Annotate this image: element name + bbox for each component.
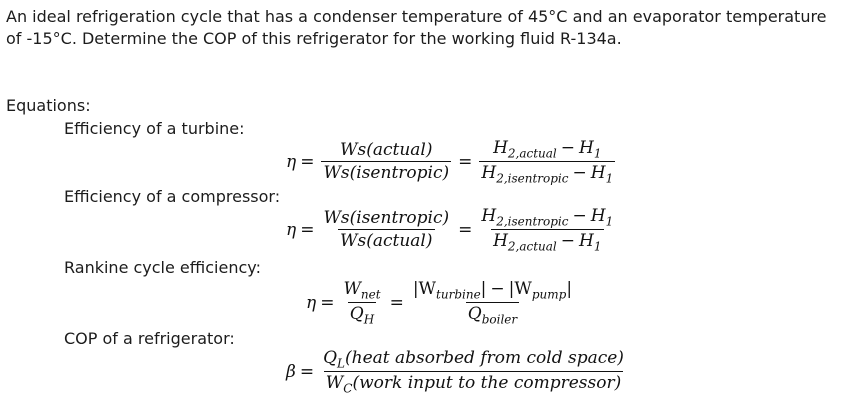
- denominator: Ws(actual): [340, 231, 433, 252]
- label-compressor: Efficiency of a compressor:: [64, 187, 281, 206]
- fraction-enthalpy-ratio: [479, 206, 615, 254]
- eta-symbol: η: [286, 151, 297, 172]
- numerator: $W_{net}$: [343, 279, 381, 302]
- equation-rankine-efficiency: [306, 279, 577, 327]
- equations-heading: Equations:: [6, 96, 91, 115]
- equation-compressor-efficiency: [286, 206, 618, 254]
- numerator: $H_{2,isentropic} - H_1$: [481, 206, 614, 229]
- denominator: $H_{2,isentropic} - H_1$: [481, 163, 614, 186]
- fraction-work-ratio: [321, 208, 451, 251]
- fraction-heat-over-work: [321, 348, 626, 396]
- eta-symbol: η: [306, 292, 317, 313]
- label-rankine: Rankine cycle efficiency:: [64, 258, 261, 277]
- denominator: $Q_{boiler}$: [467, 304, 518, 327]
- numerator: $Q_L(heat$ absorbed from cold space): [323, 348, 624, 371]
- fraction-work-difference-over-boiler-heat: [411, 279, 574, 327]
- denominator: $H_{2,actual} - H_1$: [493, 231, 602, 254]
- equals-sign: =: [299, 361, 315, 382]
- numerator: $|W_{turbine}| - |W_{pump}|$: [412, 279, 573, 302]
- problem-statement: [6, 6, 856, 50]
- numerator: Ws(actual): [340, 140, 433, 161]
- fraction-enthalpy-ratio: [479, 138, 615, 186]
- numerator: $H_{2,actual} - H_1$: [493, 138, 602, 161]
- denominator: $Q_H$: [349, 304, 375, 327]
- equation-turbine-efficiency: [286, 138, 618, 186]
- fraction-net-work-over-heat: [341, 279, 382, 327]
- label-cop: COP of a refrigerator:: [64, 329, 235, 348]
- numerator: Ws(isentropic): [323, 208, 450, 229]
- fraction-work-ratio: [321, 140, 451, 183]
- equals-sign: =: [458, 151, 473, 172]
- equals-sign: =: [458, 219, 473, 240]
- equation-cop-refrigerator: [286, 348, 629, 396]
- equals-sign: =: [320, 292, 335, 313]
- label-turbine: Efficiency of a turbine:: [64, 119, 245, 138]
- denominator: $W_C(work$ input to the compressor): [325, 373, 622, 396]
- problem-line-2: of -15°C. Determine the COP of this refrigerator for the working fluid R-134a.: [6, 29, 622, 48]
- equals-sign: =: [300, 219, 315, 240]
- beta-symbol: β: [286, 361, 296, 382]
- eta-symbol: η: [286, 219, 297, 240]
- equals-sign: =: [300, 151, 315, 172]
- problem-line-1: An ideal refrigeration cycle that has a condenser temperature of 45°C and an evaporator temperature: [6, 7, 827, 26]
- equals-sign: =: [389, 292, 404, 313]
- denominator: Ws(isentropic): [323, 163, 450, 184]
